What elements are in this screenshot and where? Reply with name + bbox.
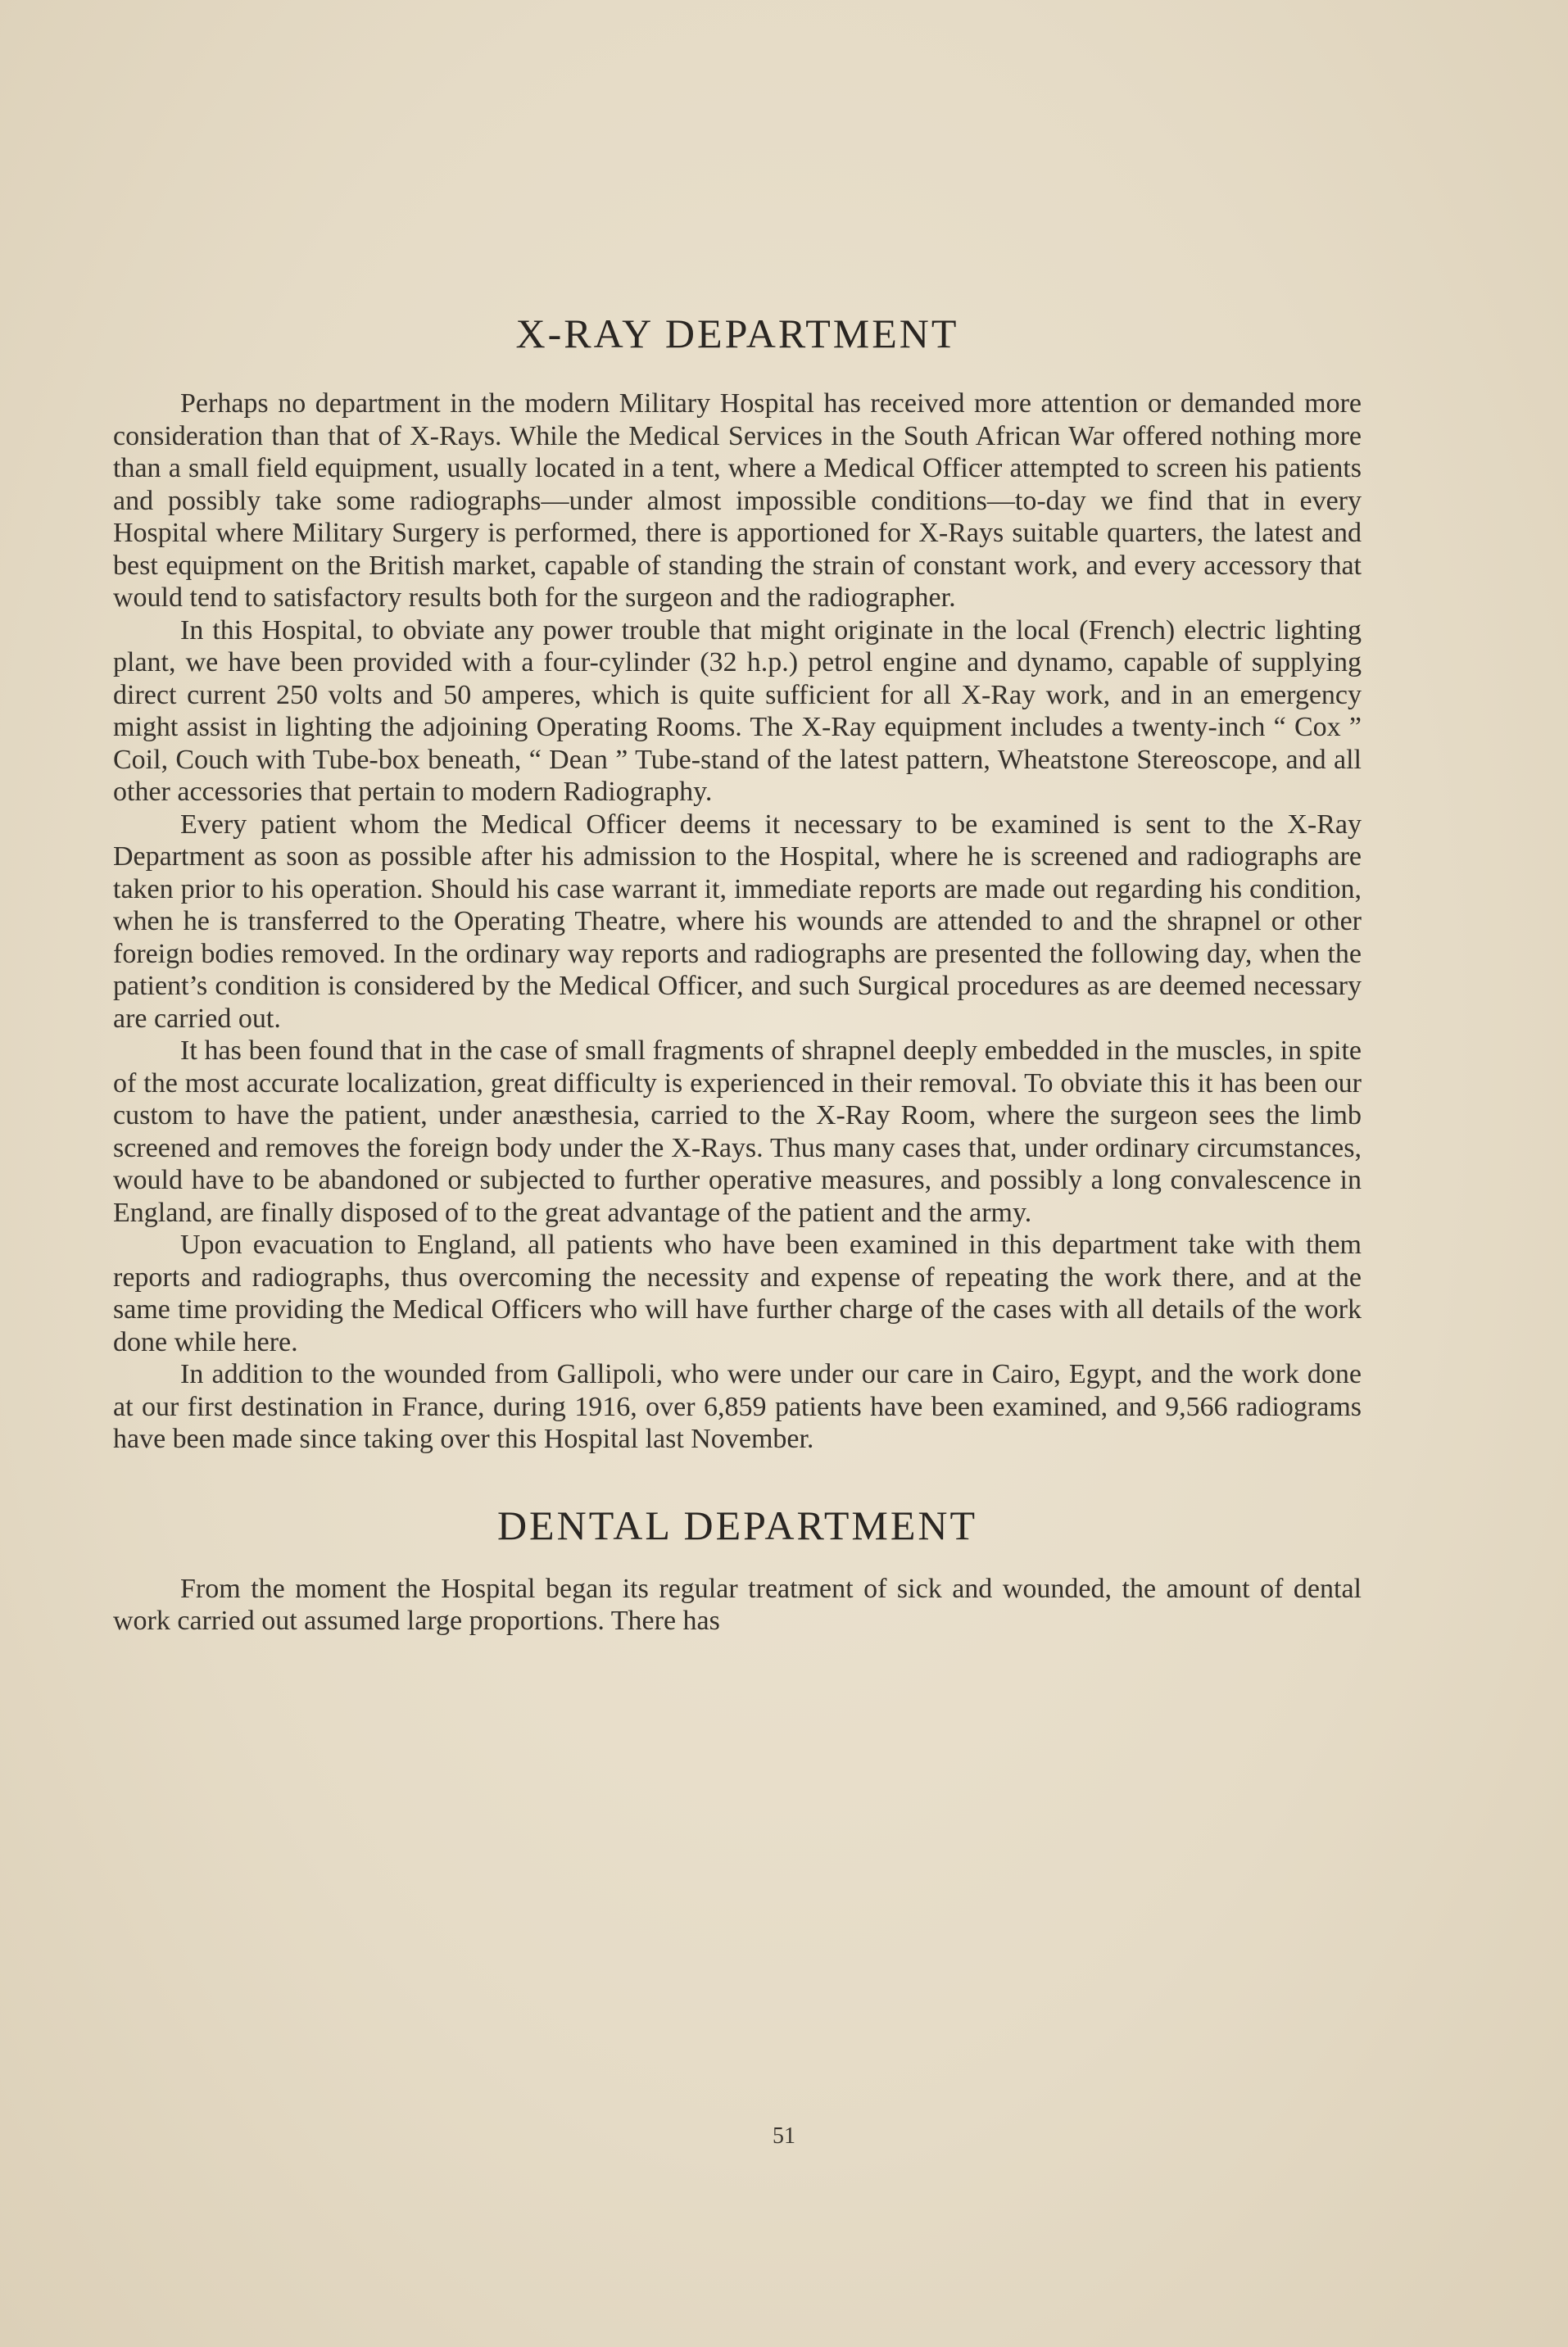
dental-department-heading: DENTAL DEPARTMENT [496, 1502, 978, 1548]
page-number: 51 [773, 2123, 795, 2149]
xray-paragraph-6: In addition to the wounded from Gallipoli, who were under our care in Cairo, Egypt, and the work done at our first destination in France, during 1916, over 6,859 patients have been examined, and 9,566 radiograms have been made since taking over this Hospital last November. [113, 1359, 1362, 1454]
xray-paragraph-4: It has been found that in the case of small fragments of shrapnel deeply embedded in the muscles, in spite of the most accurate localization, great difficulty is experienced in their removal. To obviate this it has been our custom to have the patient, under anæsthesia, carried to the X-Ray Room, where the surgeon sees the limb screened and removes the foreign body under the X-Rays. Thus many cases that, under ordinary circumstances, would have to be abandoned or subjected to further operative measures, and possibly a long convalescence in England, are finally disposed of to the great advantage of the patient and the army. [113, 1035, 1362, 1228]
xray-paragraph-5: Upon evacuation to England, all patients who have been examined in this department take with them reports and radiographs, thus overcoming the necessity and expense of repeating the work there, and at the same time providing the Medical Officers who will have further charge of the cases with all details of the work done while here. [113, 1230, 1362, 1357]
dental-paragraph-1: From the moment the Hospital began its regular treatment of sick and wounded, the amount of dental work carried out assumed large proportions. There has [113, 1573, 1362, 1636]
xray-department-heading: X-RAY DEPARTMENT [515, 310, 959, 356]
xray-paragraph-1: Perhaps no department in the modern Military Hospital has received more attention or demanded more consideration than that of X-Rays. While the Medical Services in the South African War offered nothing more than a small field equipment, usually located in a tent, where a Medical Officer attempted to screen his patients and possibly take some radiographs—under almost impossible conditions—to-day we find that in every Hospital where Military Surgery is performed, there is apportioned for X-Rays suitable quarters, the latest and best equipment on the British market, capable of standing the strain of constant work, and every accessory that would tend to satisfactory results both for the surgeon and the radiographer. [113, 388, 1362, 613]
page-content [113, 311, 1362, 1638]
xray-paragraph-3: Every patient whom the Medical Officer deems it necessary to be examined is sent to the X-Ray Department as soon as possible after his admission to the Hospital, where he is screened and radiographs are taken prior to his operation. Should his case warrant it, immediate reports are made out regarding his condition, when he is transferred to the Operating Theatre, where his wounds are attended to and the shrapnel or other foreign bodies removed. In the ordinary way reports and radiographs are presented the following day, when the patient’s condition is considered by the Medical Officer, and such Surgical procedures as are deemed necessary are carried out. [113, 809, 1362, 1034]
xray-paragraph-2: In this Hospital, to obviate any power trouble that might originate in the local (French) electric lighting plant, we have been provided with a four-cylinder (32 h.p.) petrol engine and dynamo, capable of supplying direct current 250 volts and 50 amperes, which is quite sufficient for all X-Ray work, and in an emergency might assist in lighting the adjoining Operating Rooms. The X-Ray equipment includes a twenty-inch “ Cox ” Coil, Couch with Tube-box beneath, “ Dean ” Tube-stand of the latest pattern, Wheatstone Stereoscope, and all other accessories that pertain to modern Radiography. [113, 614, 1362, 807]
